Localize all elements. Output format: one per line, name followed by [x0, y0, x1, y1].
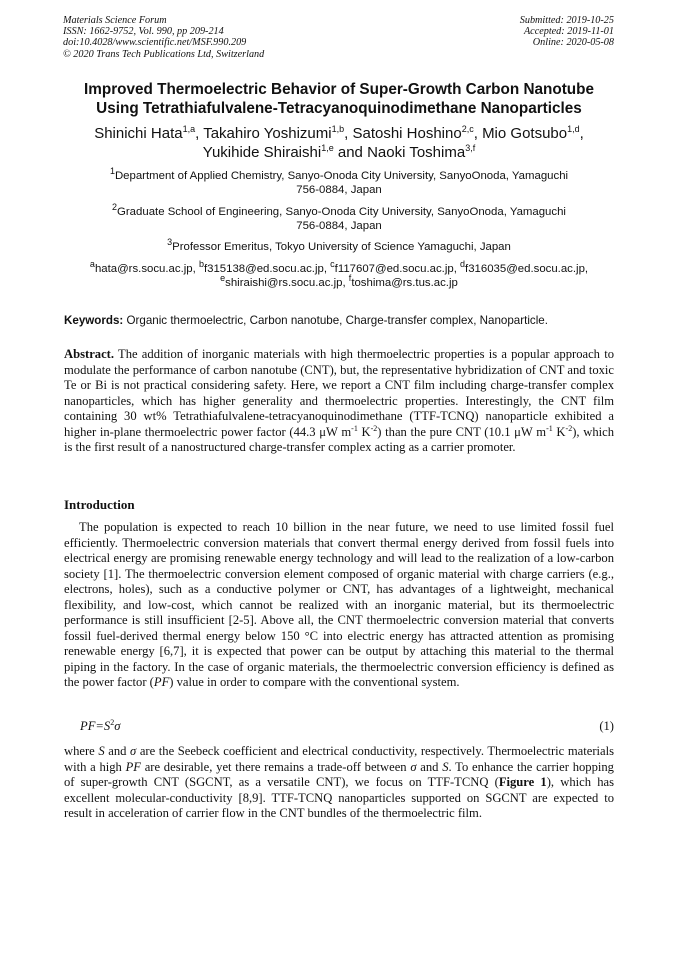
author-name: Naoki Toshima	[367, 144, 466, 161]
paper-title	[40, 80, 638, 118]
affiliation-text-2: 756-0884, Japan	[296, 184, 382, 197]
journal-header-left	[63, 15, 264, 60]
keywords-label: Keywords:	[64, 314, 124, 327]
email-sup: c	[330, 259, 335, 270]
keywords-text: Organic thermoelectric, Carbon nanotube, Charge-transfer complex, Nanoparticle.	[123, 314, 548, 327]
affiliation-text-2: 756-0884, Japan	[296, 220, 382, 233]
abstract-text: ) than the pure CNT (10.1 μW m	[377, 424, 547, 439]
author-sep: ,	[579, 125, 584, 142]
copyright-line: © 2020 Trans Tech Publications Ltd, Switzerland	[63, 48, 265, 60]
email-sep: ,	[192, 263, 199, 275]
author-line-1	[40, 124, 638, 143]
email-link[interactable]: shiraishi@rs.socu.ac.jp	[225, 277, 343, 290]
symbol-s: S	[442, 759, 449, 774]
keywords-line	[64, 314, 616, 328]
intro-paragraph-2	[64, 744, 614, 822]
author-affil-sup: 1,a	[182, 124, 196, 134]
email-link[interactable]: f316035@ed.socu.ac.jp	[465, 263, 585, 275]
affiliation-3	[60, 237, 618, 254]
email-sep: ,	[342, 277, 349, 290]
affiliation-sup: 1	[109, 166, 115, 177]
author-sep: ,	[344, 125, 353, 142]
email-link[interactable]: toshima@rs.tus.ac.jp	[351, 277, 458, 290]
equation-1	[80, 719, 614, 734]
journal-header-right	[520, 15, 614, 49]
unit-exponent: -1	[351, 423, 358, 433]
symbol-pf: PF	[153, 675, 170, 689]
unit-exponent: -1	[546, 423, 553, 433]
symbol-sigma: σ	[130, 744, 137, 758]
author-sep: and	[333, 144, 368, 161]
affiliation-sup: 2	[112, 202, 118, 213]
author-name: Mio Gotsubo	[482, 125, 568, 142]
abstract-label: Abstract.	[64, 347, 115, 361]
affiliation-2	[60, 202, 618, 234]
title-line-1: Improved Thermoelectric Behavior of Super-Growth Carbon Nanotube	[84, 81, 594, 98]
affiliation-1	[60, 166, 618, 198]
email-sup: f	[348, 273, 352, 284]
symbol-s: S	[98, 744, 105, 758]
symbol-pf: PF	[125, 759, 141, 774]
author-sep: ,	[473, 125, 483, 142]
figure-reference[interactable]: Figure 1	[498, 775, 547, 789]
paragraph-text: are desirable, yet there remains a trade-off between	[140, 759, 411, 774]
email-sep: ,	[323, 263, 331, 275]
paragraph-text: where	[64, 744, 99, 758]
equation-rhs: σ	[114, 719, 121, 733]
online-date: Online: 2020-05-08	[532, 37, 614, 49]
intro-paragraph-1	[64, 520, 614, 691]
email-sup: d	[460, 259, 466, 270]
email-sep: ,	[453, 263, 461, 275]
issn-line: ISSN: 1662-9752, Vol. 990, pp 209-214	[63, 26, 224, 38]
author-list	[40, 124, 638, 162]
author-affil-sup: 1,e	[321, 143, 334, 153]
author-name: Yukihide Shiraishi	[202, 144, 322, 161]
paragraph-text: and	[416, 759, 443, 774]
abstract	[64, 347, 614, 456]
email-sup: e	[220, 273, 226, 284]
symbol-sigma: σ	[410, 759, 417, 774]
author-affil-sup: 3,f	[465, 143, 476, 153]
affiliation-sup: 3	[167, 237, 173, 248]
section-heading-introduction: Introduction	[64, 497, 135, 512]
abstract-text: The addition of inorganic materials with high thermoelectric properties is a popular approach to modulate the performance of carbon nanotube (CNT), but, the representative hybridization of CNT and toxic Te or Bi is not practical considering safety. Here, we report a CNT film including charge-transfer complex nanoparticles, which has higher generality and thermoelectric properties. Interestingly, the CNT film containing 30 wt% Tetrathiafulvalene-tetracyanoquinodimethane (TTF-TCNQ) nanoparticle exhibited a higher in-plane thermoelectric power factor (44.3 μW m	[64, 347, 614, 439]
paragraph-text: ) value in order to compare with the conventional system.	[169, 675, 460, 689]
author-affil-sup: 1,d	[567, 124, 580, 134]
equation-body	[80, 719, 120, 733]
equation-number: (1)	[599, 719, 614, 733]
abstract-text: ), which is the first result of a nanostructured charge-transfer complex acting as a carrier promoter.	[64, 424, 614, 454]
author-name: Satoshi Hoshino	[352, 125, 462, 142]
email-list	[50, 259, 628, 291]
paragraph-text: . To enhance the carrier hopping of super-growth CNT (SGCNT, as a versatile CNT), we focus on TTF-TCNQ (	[64, 759, 614, 789]
author-affil-sup: 2,c	[461, 124, 474, 134]
abstract-text: K	[357, 424, 371, 439]
submitted-date: Submitted: 2019-10-25	[519, 15, 614, 26]
email-link[interactable]: hata@rs.socu.ac.jp	[94, 263, 193, 275]
affiliation-text: Professor Emeritus, Tokyo University of Science Yamaguchi, Japan	[172, 241, 511, 253]
author-sep: ,	[195, 125, 204, 142]
doi-line: doi:10.4028/www.scientific.net/MSF.990.209	[63, 37, 247, 49]
unit-exponent: -2	[370, 423, 378, 433]
author-name: Takahiro Yoshizumi	[203, 125, 332, 142]
email-sup: b	[198, 259, 204, 270]
equation-exponent: 2	[110, 717, 115, 727]
affiliation-text: Graduate School of Engineering, Sanyo-Onoda City University, SanyoOnoda, Yamaguchi	[117, 206, 566, 218]
paragraph-text: ), which has excellent molecular-conductivity [8,9]. TTF-TCNQ nanoparticles supported on SGCNT are expected to result in acceleration of carrier flow in the CNT bundles of the thermoelectric film.	[64, 775, 614, 820]
paragraph-text: are the Seebeck coefficient and electrical conductivity, respectively. Thermoelectric materials with a high	[64, 744, 615, 774]
journal-name: Materials Science Forum	[63, 15, 167, 26]
abstract-text: K	[552, 424, 566, 439]
accepted-date: Accepted: 2019-11-01	[523, 26, 614, 38]
author-affil-sup: 1,b	[331, 124, 345, 134]
email-sup: a	[89, 259, 95, 270]
equation-lhs: PF=S	[80, 719, 111, 733]
author-line-2	[40, 143, 638, 162]
email-link[interactable]: f117607@ed.socu.ac.jp	[334, 263, 454, 275]
title-line-2: Using Tetrathiafulvalene-Tetracyanoquinodimethane Nanoparticles	[96, 100, 582, 117]
unit-exponent: -2	[565, 423, 573, 433]
email-link[interactable]: f315138@ed.socu.ac.jp	[203, 263, 324, 275]
paragraph-text: and	[104, 744, 131, 758]
email-sep: ,	[584, 263, 589, 275]
author-name: Shinichi Hata	[94, 125, 183, 142]
affiliation-text: Department of Applied Chemistry, Sanyo-Onoda City University, SanyoOnoda, Yamaguchi	[114, 170, 569, 182]
paragraph-text: The population is expected to reach 10 billion in the near future, we need to use limited fossil fuel efficiently. Thermoelectric conversion materials that convert thermal energy derived from fossil fuels into electrical energy are promising renewable energy technology and will lead to the realization of a low-carbon society [1]. The thermoelectric conversion element composed of organic material with charge carriers (e.g., electrons, holes), such as a conductive polymer or CNT, has advantages of a lightweight, mechanical flexibility, and low-cost, which cannot be realized with an inorganic material, but its thermoelectric performance is still insufficient [2-5]. Above all, the CNT thermoelectric conversion material that converts fossil fuel-derived thermal energy below 150 °C into electric energy has attracted attention as promising renewable energy [6,7], it is expected that power can be output by attaching this material to the thermal piping in the factory. In the case of organic materials, the thermoelectric conversion efficiency is defined as the power factor (	[64, 520, 614, 689]
